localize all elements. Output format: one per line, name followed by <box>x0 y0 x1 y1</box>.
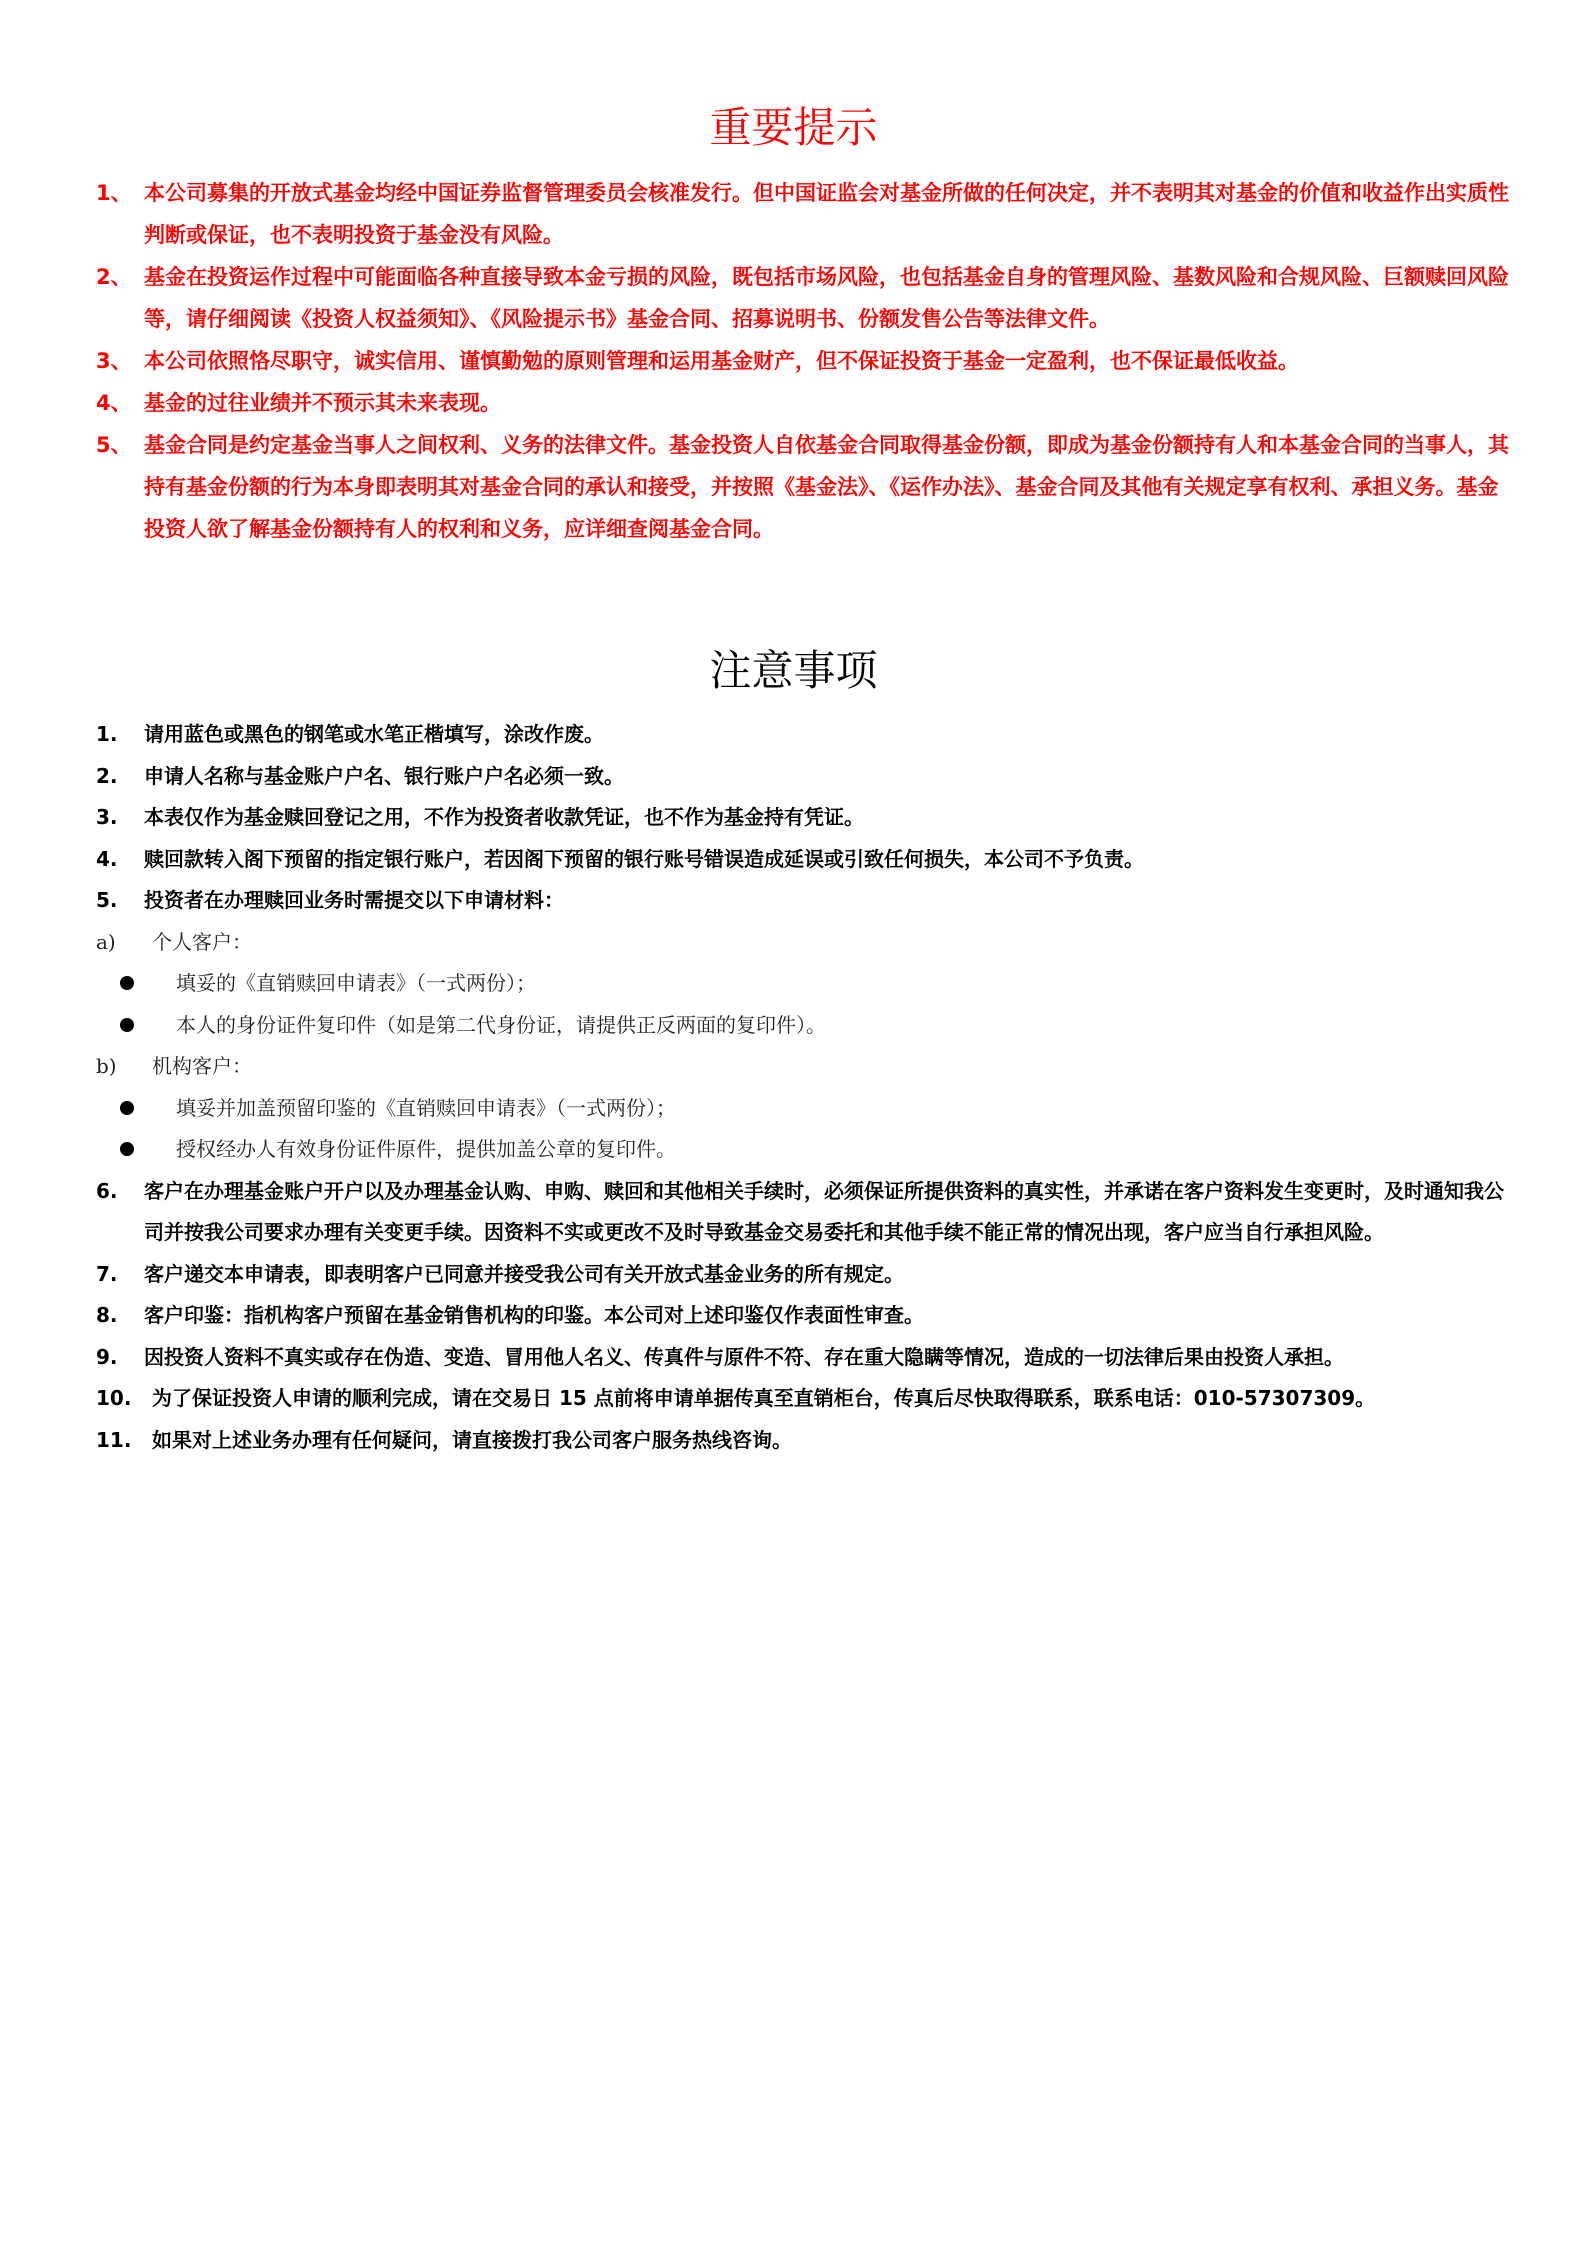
bullet-text: 授权经办人有效身份证件原件，提供加盖公章的复印件。 <box>176 1137 676 1161</box>
caution-text: 申请人名称与基金账户户名、银行账户户名必须一致。 <box>144 763 624 788</box>
caution-text: 本表仅作为基金赎回登记之用，不作为投资者收款凭证，也不作为基金持有凭证。 <box>144 805 864 829</box>
caution-text: 客户印鉴：指机构客户预留在基金销售机构的印鉴。本公司对上述印鉴仅作表面性审查。 <box>144 1303 924 1327</box>
notice-item <box>96 172 1516 256</box>
bullet-text: 填妥的《直销赎回申请表》（一式两份）； <box>176 971 536 995</box>
caution-number: 11. <box>96 1427 132 1452</box>
bullet-icon <box>120 1018 134 1032</box>
notice-text: 基金的过往业绩并不预示其未来表现。 <box>144 391 501 415</box>
bullet-icon <box>120 1142 134 1156</box>
sub-heading-text: 个人客户： <box>152 929 252 954</box>
caution-text: 因投资人资料不真实或存在伪造、变造、冒用他人名义、传真件与原件不符、存在重大隐瞒等情况，造成的一切法律后果由投资人承担。 <box>144 1344 1344 1369</box>
caution-item <box>96 1254 1516 1296</box>
caution-text: 如果对上述业务办理有任何疑问，请直接拨打我公司客户服务热线咨询。 <box>152 1427 792 1452</box>
notice-text: 本公司依照恪尽职守，诚实信用、谨慎勤勉的原则管理和运用基金财产，但不保证投资于基金一定盈利，也不保证最低收益。 <box>144 349 1299 373</box>
caution-title: 注意事项 <box>709 646 878 695</box>
bullet-item <box>120 1088 1516 1130</box>
caution-item <box>96 1171 1516 1254</box>
caution-text: 赎回款转入阁下预留的指定银行账户，若因阁下预留的银行账号错误造成延误或引致任何损失，本公司不予负责。 <box>144 846 1144 871</box>
caution-item <box>96 839 1516 881</box>
notice-number: 3、 <box>96 349 132 373</box>
caution-number: 5. <box>96 888 118 912</box>
caution-item <box>96 797 1516 839</box>
caution-text: 投资者在办理赎回业务时需提交以下申请材料： <box>144 888 564 912</box>
caution-number: 1. <box>96 722 118 746</box>
notice-number: 1、 <box>96 181 132 205</box>
bullet-item <box>120 1129 1516 1171</box>
important-notice-list <box>96 172 1516 550</box>
notice-item <box>96 256 1516 340</box>
caution-text: 请用蓝色或黑色的钢笔或水笔正楷填写，涂改作废。 <box>144 722 604 746</box>
caution-item <box>96 1295 1516 1337</box>
caution-number: 8. <box>96 1303 118 1327</box>
bullet-item <box>120 1005 1516 1047</box>
caution-number: 6. <box>96 1178 118 1203</box>
bullet-icon <box>120 1101 134 1115</box>
notice-item <box>96 340 1516 382</box>
bullet-text: 本人的身份证件复印件（如是第二代身份证，请提供正反两面的复印件）。 <box>176 1012 826 1037</box>
notice-text: 基金合同是约定基金当事人之间权利、义务的法律文件。基金投资人自依基金合同取得基金份额，即成为基金份额持有人和本基金合同的当事人，其持有基金份额的行为本身即表明其对基金合同的承认和接受，并按照《基金法》、《运作办法》、基金合同及其他有关规定享有权利、承担义务。基金投资人欲了解基金份额持有人的权利和义务，应详细查阅基金合同。 <box>144 433 1509 541</box>
caution-item <box>96 1378 1516 1420</box>
caution-text: 为了保证投资人申请的顺利完成，请在交易日 15 点前将申请单据传真至直销柜台，传真后尽快取得联系，联系电话：010-57307309。 <box>152 1386 1376 1410</box>
bullet-item <box>120 963 1516 1005</box>
sub-heading-text: 机构客户： <box>152 1054 252 1078</box>
notice-item <box>96 382 1516 424</box>
sub-heading-individual <box>96 922 1516 964</box>
caution-number: 3. <box>96 805 118 829</box>
sub-heading-label: a) <box>96 929 116 954</box>
caution-number: 10. <box>96 1386 132 1410</box>
caution-item <box>96 880 1516 922</box>
sub-heading-institution <box>96 1046 1516 1088</box>
sub-heading-label: b) <box>96 1054 117 1078</box>
caution-item <box>96 756 1516 798</box>
caution-text: 客户在办理基金账户开户以及办理基金认购、申购、赎回和其他相关手续时，必须保证所提供资料的真实性，并承诺在客户资料发生变更时，及时通知我公司并按我公司要求办理有关变更手续。因资料不实或更改不及时导致基金交易委托和其他手续不能正常的情况出现，客户应当自行承担风险。 <box>144 1178 1504 1244</box>
caution-item <box>96 714 1516 756</box>
caution-text: 客户递交本申请表，即表明客户已同意并接受我公司有关开放式基金业务的所有规定。 <box>144 1261 904 1286</box>
caution-item <box>96 1420 1516 1462</box>
bullet-icon <box>120 976 134 990</box>
caution-number: 2. <box>96 763 118 788</box>
important-notice-title: 重要提示 <box>709 103 878 152</box>
caution-list <box>96 714 1516 1461</box>
bullet-text: 填妥并加盖预留印鉴的《直销赎回申请表》（一式两份）； <box>176 1095 676 1120</box>
caution-number: 7. <box>96 1261 118 1286</box>
notice-text: 基金在投资运作过程中可能面临各种直接导致本金亏损的风险，既包括市场风险，也包括基金自身的管理风险、基数风险和合规风险、巨额赎回风险等，请仔细阅读《投资人权益须知》、《风险提示书》基金合同、招募说明书、份额发售公告等法律文件。 <box>144 265 1509 331</box>
caution-number: 4. <box>96 846 118 871</box>
caution-number: 9. <box>96 1344 118 1369</box>
notice-text: 本公司募集的开放式基金均经中国证券监督管理委员会核准发行。但中国证监会对基金所做的任何决定，并不表明其对基金的价值和收益作出实质性判断或保证，也不表明投资于基金没有风险。 <box>144 181 1509 247</box>
notice-number: 2、 <box>96 265 132 289</box>
notice-number: 5、 <box>96 433 132 457</box>
notice-number: 4、 <box>96 391 132 415</box>
caution-item <box>96 1337 1516 1379</box>
notice-item <box>96 424 1516 550</box>
